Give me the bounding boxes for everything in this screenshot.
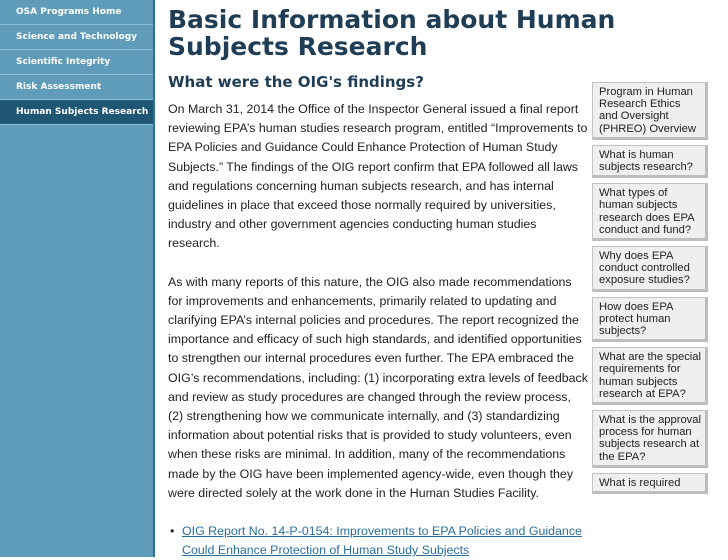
left-sidebar — [0, 0, 155, 557]
report-list — [168, 522, 588, 560]
nav-box-what-is-required[interactable]: What is required — [592, 473, 708, 494]
nav-box-approval-process[interactable]: What is the approval process for human subjects research at the EPA? — [592, 410, 708, 468]
nav-box-types-of-research[interactable]: What types of human subjects research does EPA conduct and fund? — [592, 183, 708, 241]
page-title: Basic Information about Human Subjects Research — [168, 5, 616, 61]
right-nav-boxes — [592, 82, 708, 499]
section-heading: What were the OIG's findings? — [168, 73, 424, 91]
nav-box-what-is-human-subjects-research[interactable]: What is human subjects research? — [592, 145, 708, 178]
sidebar-item-human-subjects-research[interactable]: Human Subjects Research — [0, 100, 153, 125]
sidebar-item-osa-programs-home[interactable]: OSA Programs Home — [0, 0, 153, 25]
main-content — [168, 100, 588, 560]
paragraph-oig-report: On March 31, 2014 the Office of the Inspector General issued a final report reviewing EPA’s human studies research program, entitled “Improvements to EPA Policies and Guidance Could Enhance Protection of Human Study Subjects.” The findings of the OIG report confirm that EPA followed all laws and regulations concerning human subjects research, and has internal guidelines in place that exceed those normally required by universities, industry and other government agencies conducting human studies research. — [168, 102, 588, 251]
nav-box-controlled-exposure-studies[interactable]: Why does EPA conduct controlled exposure studies? — [592, 246, 708, 292]
paragraph-recommendations: As with many reports of this nature, the OIG also made recommendations for improvements and enhancements, primarily related to updating and clarifying EPA’s internal policies and procedures. The report recognized the importance and efficacy of such high standards, and identified opportunities to strengthen our internal procedures even further. The EPA embraced the OIG’s recommendations, including: (1) incorporating extra levels of feedback and review as study procedures are changed through the review process, (2) strengthening how we communicate internally, and (3) standardizing information about potential risks that is provided to study volunteers, even when these risks are minimal. In addition, many of the recommendations made by the OIG have been implemented agency-wide, even though they were directed solely at the work done in the Human Studies Facility. — [168, 274, 588, 500]
oig-report-link[interactable]: OIG Report No. 14-P-0154: Improvements to EPA Policies and Guidance Could Enhance Protection of Human Study Subjects — [182, 524, 582, 558]
nav-box-special-requirements[interactable]: What are the special requirements for human subjects research at EPA? — [592, 347, 708, 405]
sidebar-item-scientific-integrity[interactable]: Scientific Integrity — [0, 50, 153, 75]
nav-box-protect-human-subjects[interactable]: How does EPA protect human subjects? — [592, 297, 708, 343]
list-item — [182, 522, 588, 560]
sidebar-item-risk-assessment[interactable]: Risk Assessment — [0, 75, 153, 100]
nav-box-phreo-overview[interactable]: Program in Human Research Ethics and Oversight (PHREO) Overview — [592, 82, 708, 140]
sidebar-item-science-and-technology[interactable]: Science and Technology — [0, 25, 153, 50]
